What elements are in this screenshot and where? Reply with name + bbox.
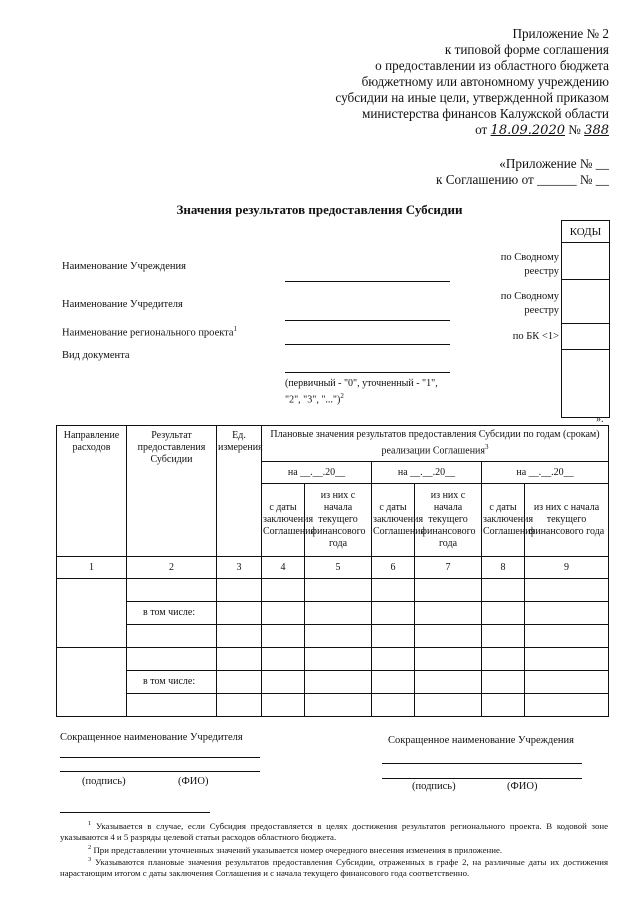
footnote-text: Указываются плановые значения результатов предоставления Субсидии, отраженных в графе 2, на различные даты их достижения нарастающим итогом с даты заключения Соглашения и с начала текущего финансового года соответственно.	[60, 856, 608, 878]
results-table	[56, 425, 609, 717]
code-label-bk: по БК <1>	[512, 331, 559, 342]
header-line-3: о предоставлении из областного бюджета	[375, 58, 609, 73]
table-cell[interactable]	[305, 579, 372, 602]
table-cell[interactable]	[372, 648, 415, 671]
table-cell[interactable]	[262, 625, 305, 648]
table-cell[interactable]	[262, 671, 305, 694]
code-cell-doctype[interactable]	[562, 350, 609, 415]
doctype-note-text: (первичный - "0", уточненный - "1", "2", "3", "...")	[285, 378, 438, 406]
founder-signature-title: Сокращенное наименование Учредителя	[60, 732, 243, 743]
including-label: в том числе:	[127, 671, 217, 694]
institution-sign-caption: (подпись)	[412, 781, 456, 792]
date-header-1: на __.__.20__	[262, 462, 372, 484]
footnote-text: При представлении уточненных значений указывается номер очередного внесения изменения в приложение.	[93, 844, 503, 855]
table-row	[57, 625, 609, 648]
table-cell[interactable]	[305, 602, 372, 625]
table-row	[57, 694, 609, 717]
table-cell[interactable]	[217, 625, 262, 648]
founder-sign-field[interactable]	[60, 771, 260, 772]
table-cell[interactable]	[217, 602, 262, 625]
code-label-text: по Сводному	[500, 252, 559, 263]
institution-signature-title: Сокращенное наименование Учреждения	[388, 735, 574, 746]
footnote-divider	[60, 812, 210, 813]
founder-name-field[interactable]	[60, 757, 260, 758]
footnote-ref: 1	[233, 325, 238, 333]
col-number: 2	[127, 557, 217, 579]
doctype-label: Вид документа	[62, 350, 130, 361]
agreement-annex-ref	[436, 156, 609, 188]
subheader-since-agreement: с даты заключения Соглашения	[372, 484, 415, 557]
table-cell[interactable]	[372, 602, 415, 625]
table-cell[interactable]	[482, 648, 525, 671]
code-label-register-2	[501, 290, 559, 318]
date-header-2: на __.__.20__	[372, 462, 482, 484]
header-line-2: к типовой форме соглашения	[444, 42, 609, 57]
annex-header	[335, 26, 609, 139]
col-number: 5	[305, 557, 372, 579]
table-cell[interactable]	[415, 602, 482, 625]
footnote-text: Указывается в случае, если Субсидия предоставляется в целях достижения результатов регионального проекта. В кодовой зоне указываются 4 и 5 разряды целевой статьи расходов областного бюджета.	[60, 820, 608, 842]
table-cell[interactable]	[525, 671, 609, 694]
table-cell[interactable]	[525, 648, 609, 671]
code-cell-institution[interactable]	[562, 243, 609, 280]
footnote-number: 1	[88, 820, 92, 827]
footnote-number: 3	[88, 856, 92, 863]
table-row	[57, 579, 609, 602]
table-cell[interactable]	[305, 694, 372, 717]
table-cell[interactable]	[482, 671, 525, 694]
codes-header: КОДЫ	[562, 221, 609, 243]
table-cell[interactable]	[127, 579, 217, 602]
table-row	[57, 602, 609, 625]
handwritten-date: 18.09.2020	[490, 123, 565, 138]
table-cell[interactable]	[482, 579, 525, 602]
institution-field[interactable]	[285, 281, 450, 282]
table-cell[interactable]	[305, 625, 372, 648]
annex-line-1: «Приложение № __	[499, 156, 609, 171]
col-header-direction: Направление расходов	[57, 426, 127, 557]
col-number: 6	[372, 557, 415, 579]
table-cell[interactable]	[262, 694, 305, 717]
col-header-result: Результат предоставления Субсидии	[127, 426, 217, 557]
col-header-unit: Ед. измерения	[217, 426, 262, 557]
code-cell-founder[interactable]	[562, 280, 609, 324]
table-cell[interactable]	[415, 625, 482, 648]
date-prefix: от	[475, 122, 488, 137]
table-cell[interactable]	[217, 694, 262, 717]
table-cell[interactable]	[525, 602, 609, 625]
date-header-3: на __.__.20__	[482, 462, 609, 484]
header-line-1: Приложение № 2	[512, 26, 609, 41]
subheader-since-year: из них с начала текущего финансового года	[305, 484, 372, 557]
subheader-since-year: из них с начала текущего финансового года	[415, 484, 482, 557]
table-cell[interactable]	[525, 579, 609, 602]
table-cell[interactable]	[262, 602, 305, 625]
table-cell[interactable]	[482, 602, 525, 625]
footnote-ref: 3	[485, 443, 489, 452]
table-row	[57, 671, 609, 694]
founder-label: Наименование Учредителя	[62, 299, 183, 310]
direction-cell[interactable]	[57, 648, 127, 717]
plan-header-text: Плановые значения результатов предоставления Субсидии по годам (срокам) реализации Соглашения	[270, 429, 600, 457]
table-cell[interactable]	[525, 694, 609, 717]
code-label-register-1	[501, 251, 559, 279]
header-line-5: субсидии на иные цели, утвержденной приказом	[335, 90, 609, 105]
table-cell[interactable]	[217, 648, 262, 671]
institution-name-field[interactable]	[382, 763, 582, 764]
col-number: 8	[482, 557, 525, 579]
code-cell-bk[interactable]	[562, 324, 609, 350]
header-date-line	[335, 122, 609, 139]
institution-fio-caption: (ФИО)	[507, 781, 538, 792]
footnote-1	[60, 818, 608, 843]
col-header-plan	[262, 426, 609, 462]
table-cell[interactable]	[415, 694, 482, 717]
code-label-text: реестру	[524, 305, 559, 316]
footnote-3	[60, 854, 608, 879]
number-prefix: №	[568, 122, 581, 137]
doctype-field[interactable]	[285, 372, 450, 373]
closing-quote: ».	[596, 414, 604, 425]
including-label: в том числе:	[127, 602, 217, 625]
table-cell[interactable]	[372, 625, 415, 648]
col-number: 9	[525, 557, 609, 579]
institution-label: Наименование Учреждения	[62, 261, 186, 272]
founder-field[interactable]	[285, 320, 450, 321]
project-field[interactable]	[285, 344, 450, 345]
table-cell[interactable]	[305, 648, 372, 671]
footnote-ref: 2	[340, 392, 344, 400]
footnote-number: 2	[88, 844, 92, 851]
table-cell[interactable]	[262, 648, 305, 671]
doctype-note	[285, 378, 450, 406]
page-title: Значения результатов предоставления Субсидии	[176, 202, 463, 217]
subheader-since-year: из них с начала текущего финансового года	[525, 484, 609, 557]
annex-line-2: к Соглашению от ______ № __	[436, 172, 609, 187]
table-cell[interactable]	[482, 625, 525, 648]
codes-box	[561, 220, 610, 418]
institution-sign-field[interactable]	[382, 778, 582, 779]
table-cell[interactable]	[372, 671, 415, 694]
table-cell[interactable]	[372, 694, 415, 717]
table-cell[interactable]	[525, 625, 609, 648]
subheader-since-agreement: с даты заключения Соглашения	[482, 484, 525, 557]
table-cell[interactable]	[127, 625, 217, 648]
table-cell[interactable]	[127, 648, 217, 671]
code-label-text: по Сводному	[500, 291, 559, 302]
handwritten-number: 388	[584, 123, 609, 138]
col-number: 3	[217, 557, 262, 579]
table-cell[interactable]	[482, 694, 525, 717]
header-line-4: бюджетному или автономному учреждению	[361, 74, 609, 89]
table-row	[57, 648, 609, 671]
table-cell[interactable]	[305, 671, 372, 694]
table-cell[interactable]	[217, 579, 262, 602]
direction-cell[interactable]	[57, 579, 127, 648]
table-cell[interactable]	[415, 579, 482, 602]
table-cell[interactable]	[217, 671, 262, 694]
table-cell[interactable]	[372, 579, 415, 602]
col-number: 1	[57, 557, 127, 579]
code-label-text: реестру	[524, 266, 559, 277]
subheader-since-agreement: с даты заключения Соглашения	[262, 484, 305, 557]
founder-sign-caption: (подпись)	[82, 776, 126, 787]
table-cell[interactable]	[415, 648, 482, 671]
table-cell[interactable]	[127, 694, 217, 717]
col-number: 7	[415, 557, 482, 579]
table-cell[interactable]	[262, 579, 305, 602]
project-label-text: Наименование регионального проекта	[62, 327, 234, 339]
table-cell[interactable]	[415, 671, 482, 694]
founder-fio-caption: (ФИО)	[178, 776, 209, 787]
header-line-6: министерства финансов Калужской области	[361, 106, 609, 121]
project-label	[62, 325, 237, 339]
col-number: 4	[262, 557, 305, 579]
